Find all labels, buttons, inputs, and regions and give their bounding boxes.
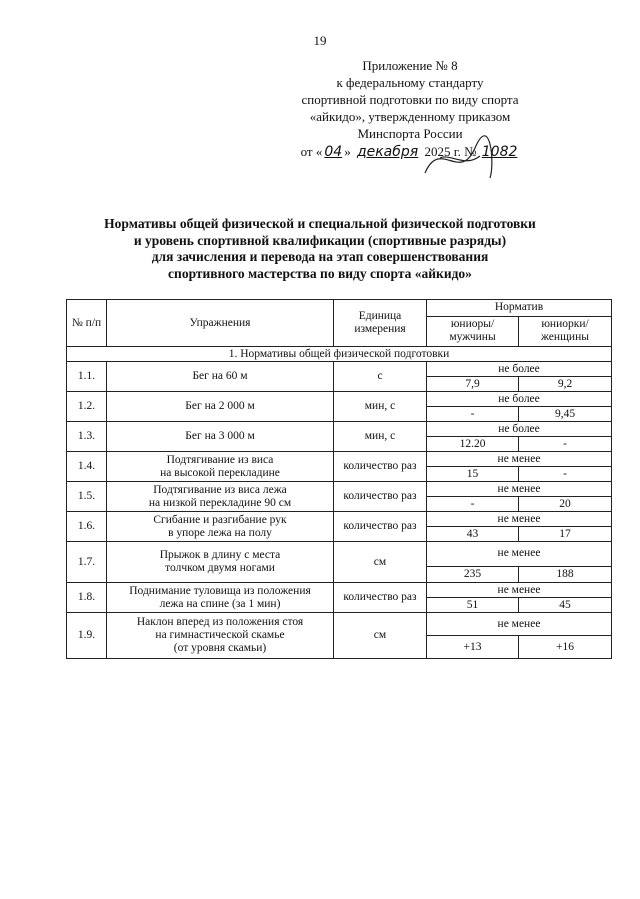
row-unit: мин, с	[334, 422, 427, 452]
row-condition: не более	[427, 362, 612, 377]
row-exercise: Бег на 3 000 м	[107, 422, 334, 452]
page-number: 19	[313, 33, 327, 48]
title-line-3: для зачисления и перевода на этап совершенствования	[151, 249, 489, 264]
section-heading: 1. Нормативы общей физической подготовки	[67, 347, 612, 362]
header-number: № п/п	[67, 300, 107, 347]
row-value-female: 20	[519, 497, 612, 512]
row-value-female: -	[519, 467, 612, 482]
row-exercise: Бег на 60 м	[107, 362, 334, 392]
appendix-line-1: Приложение № 8	[362, 58, 458, 73]
header-juniors-male: юниоры/ мужчины	[427, 316, 519, 346]
row-value-female: 17	[519, 527, 612, 542]
handwritten-number: 1082	[481, 144, 518, 160]
date-year: 2025 г. №	[424, 144, 477, 159]
row-exercise-line: (от уровня скамьи)	[173, 642, 267, 654]
row-condition: не менее	[427, 482, 612, 497]
row-exercise	[107, 613, 334, 659]
row-value-male: 12.20	[427, 437, 519, 452]
row-value-male: -	[427, 497, 519, 512]
row-exercise: Бег на 2 000 м	[107, 392, 334, 422]
header-unit: Единица измерения	[334, 300, 427, 347]
appendix-line-4: «айкидо», утвержденному приказом	[309, 109, 511, 124]
row-exercise-line: на низкой перекладине 90 см	[148, 496, 292, 509]
row-number: 1.9.	[67, 613, 107, 659]
title-line-4: спортивного мастерства по виду спорта «айкидо»	[168, 265, 472, 281]
row-unit: количество раз	[334, 512, 427, 542]
handwritten-day: 04	[324, 144, 343, 160]
appendix-block	[240, 57, 580, 161]
row-value-male: +13	[427, 636, 519, 659]
order-date-line	[240, 143, 580, 161]
row-number: 1.4.	[67, 452, 107, 482]
appendix-line-3: спортивной подготовки по виду спорта	[301, 92, 519, 107]
row-value-female: 9,45	[519, 407, 612, 422]
row-condition: не более	[427, 422, 612, 437]
row-condition: не менее	[427, 542, 612, 567]
norms-table	[66, 299, 612, 659]
row-condition: не менее	[427, 512, 612, 527]
row-value-male: 15	[427, 467, 519, 482]
row-value-female: 45	[519, 598, 612, 613]
row-exercise-line: на гимнастической скамье	[155, 629, 285, 641]
row-unit: см	[334, 542, 427, 583]
row-value-female: 188	[519, 566, 612, 582]
row-exercise	[107, 482, 334, 512]
row-unit: см	[334, 613, 427, 659]
row-condition: не менее	[427, 452, 612, 467]
row-unit: количество раз	[334, 452, 427, 482]
row-value-male: -	[427, 407, 519, 422]
row-unit: количество раз	[334, 482, 427, 512]
row-exercise	[107, 583, 334, 613]
row-exercise-line: Прыжок в длину с места	[159, 549, 281, 561]
row-value-male: 235	[427, 566, 519, 582]
document-title	[40, 216, 600, 282]
row-number: 1.7.	[67, 542, 107, 583]
row-exercise-line: толчком двумя ногами	[165, 562, 275, 574]
title-line-1: Нормативы общей физической и специальной физической подготовки	[104, 216, 536, 231]
row-exercise	[107, 452, 334, 482]
row-unit: мин, с	[334, 392, 427, 422]
row-value-male: 7,9	[427, 377, 519, 392]
row-value-female: +16	[519, 636, 612, 659]
row-unit: количество раз	[334, 583, 427, 613]
row-exercise-line: в упоре лежа на полу	[168, 526, 272, 539]
row-value-female: -	[519, 437, 612, 452]
row-exercise	[107, 512, 334, 542]
row-value-female: 9,2	[519, 377, 612, 392]
row-exercise-line: Наклон вперед из положения стоя	[136, 616, 304, 628]
appendix-line-2: к федеральному стандарту	[336, 75, 484, 90]
date-mid: »	[344, 144, 351, 159]
row-condition: не более	[427, 392, 612, 407]
row-exercise-line: Сгибание и разгибание рук	[153, 513, 287, 526]
row-number: 1.2.	[67, 392, 107, 422]
row-value-male: 51	[427, 598, 519, 613]
row-exercise-line: Подтягивание из виса лежа	[153, 483, 287, 496]
date-prefix: от «	[300, 144, 323, 159]
row-value-male: 43	[427, 527, 519, 542]
row-exercise-line: лежа на спине (за 1 мин)	[159, 597, 281, 610]
row-exercise	[107, 542, 334, 583]
row-number: 1.8.	[67, 583, 107, 613]
row-unit: с	[334, 362, 427, 392]
row-number: 1.6.	[67, 512, 107, 542]
row-exercise-line: на высокой перекладине	[160, 466, 280, 479]
row-number: 1.3.	[67, 422, 107, 452]
handwritten-month: декабря	[356, 144, 419, 160]
appendix-line-5: Минспорта России	[357, 126, 463, 141]
row-condition: не менее	[427, 613, 612, 636]
header-juniors-female: юниорки/ женщины	[519, 316, 612, 346]
header-exercise: Упражнения	[107, 300, 334, 347]
row-condition: не менее	[427, 583, 612, 598]
row-number: 1.1.	[67, 362, 107, 392]
row-exercise-line: Подтягивание из виса	[166, 453, 274, 466]
header-norm: Норматив	[427, 300, 612, 317]
title-line-2: и уровень спортивной квалификации (спортивные разряды)	[133, 232, 507, 248]
row-number: 1.5.	[67, 482, 107, 512]
row-exercise-line: Поднимание туловища из положения	[129, 584, 311, 597]
